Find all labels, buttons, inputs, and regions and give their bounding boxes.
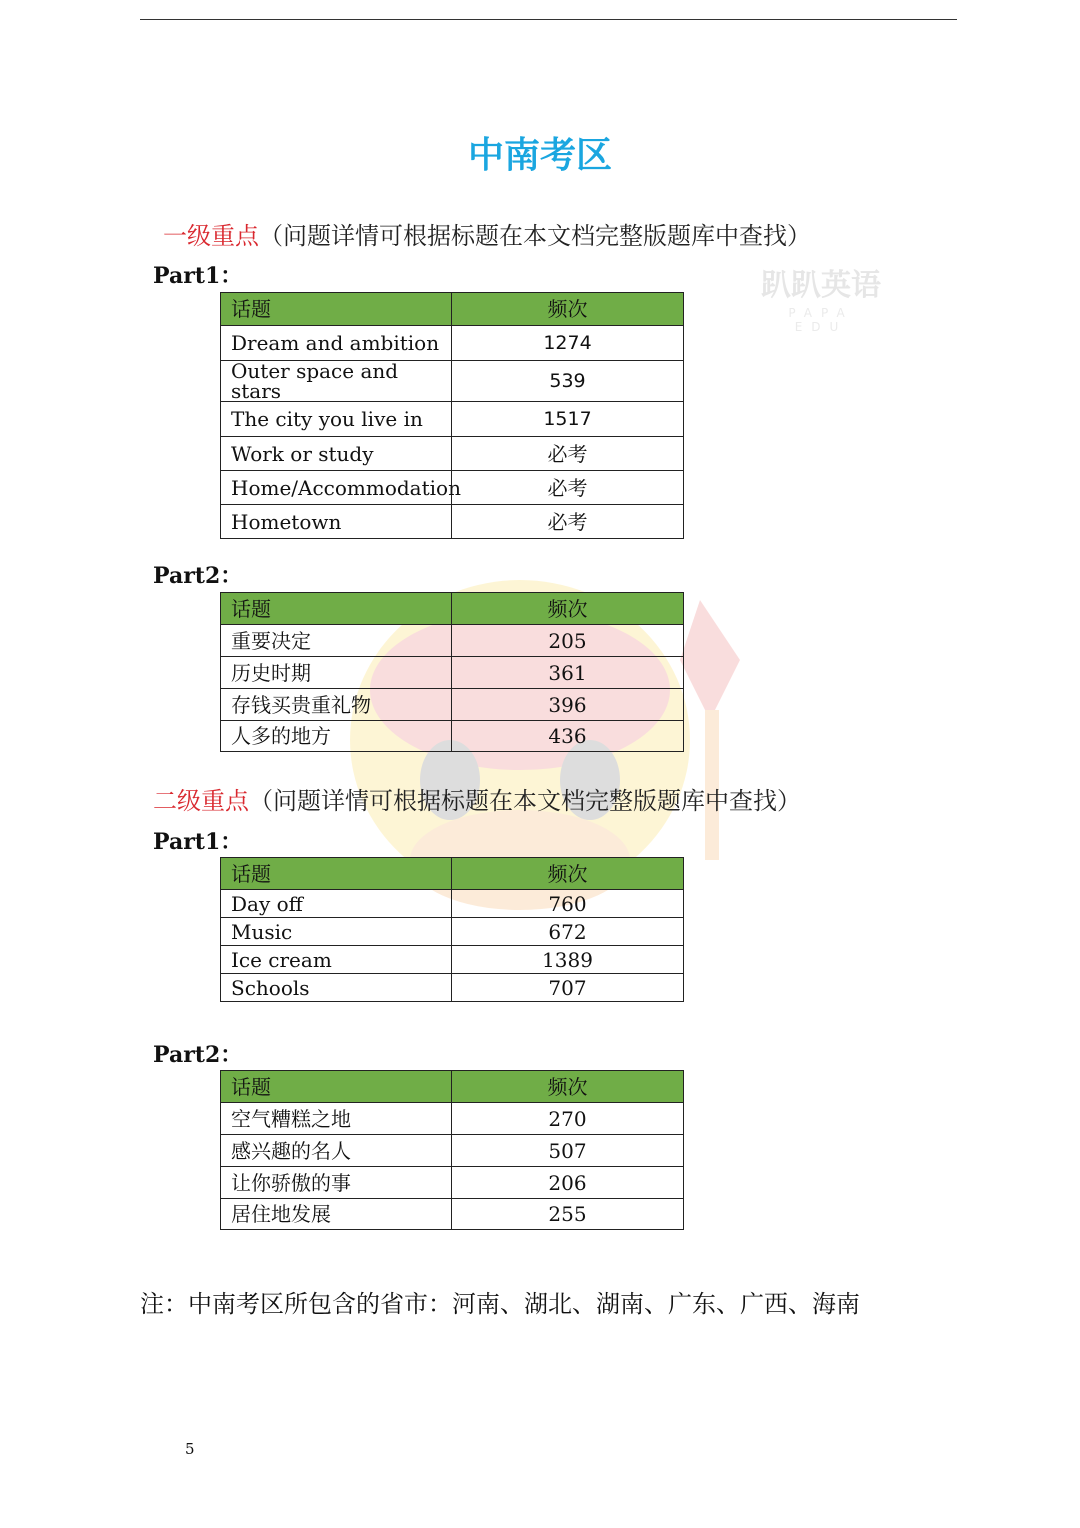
frequency-cell: 1389 — [452, 946, 684, 974]
topic-cell: Music — [221, 918, 452, 946]
frequency-cell: 1517 — [452, 402, 684, 437]
frequency-cell: 707 — [452, 974, 684, 1002]
topic-cell: 存钱买贵重礼物 — [221, 689, 452, 721]
topic-cell: 重要决定 — [221, 625, 452, 657]
table-row — [221, 974, 684, 1002]
table-header-row — [221, 293, 684, 326]
table-row — [221, 1135, 684, 1167]
level1-paren: （问题详情可根据标题在本文档完整版题库中查找） — [259, 222, 811, 250]
page-number: 5 — [185, 1440, 195, 1458]
topic-cell: Day off — [221, 890, 452, 918]
level2-part1-table — [220, 857, 684, 1002]
topic-cell: Ice cream — [221, 946, 452, 974]
table-row — [221, 326, 684, 361]
level1-key: 一级重点 — [163, 222, 259, 250]
level2-key: 二级重点 — [153, 787, 249, 815]
level2-heading — [153, 784, 801, 818]
frequency-cell: 672 — [452, 918, 684, 946]
frequency-cell: 必考 — [452, 437, 684, 471]
topic-cell: 让你骄傲的事 — [221, 1167, 452, 1199]
table-row — [221, 918, 684, 946]
level1-part2-label: Part2： — [153, 563, 243, 589]
topic-cell: Schools — [221, 974, 452, 1002]
frequency-cell: 361 — [452, 657, 684, 689]
table-row — [221, 721, 684, 752]
watermark-brand-sub: PAPA EDU — [788, 306, 854, 334]
page-title: 中南考区 — [467, 135, 612, 176]
header-frequency: 频次 — [452, 293, 684, 326]
table-row — [221, 1199, 684, 1230]
table-row — [221, 471, 684, 505]
frequency-cell: 206 — [452, 1167, 684, 1199]
topic-cell: Dream and ambition — [221, 326, 452, 361]
table-row — [221, 890, 684, 918]
table-row — [221, 1167, 684, 1199]
table-row — [221, 1103, 684, 1135]
table-row — [221, 437, 684, 471]
frequency-cell: 507 — [452, 1135, 684, 1167]
level2-part2-label: Part2： — [153, 1042, 243, 1068]
table-header-row — [221, 858, 684, 890]
frequency-cell: 必考 — [452, 471, 684, 505]
frequency-cell: 270 — [452, 1103, 684, 1135]
frequency-cell: 必考 — [452, 505, 684, 539]
level1-part1-label: Part1： — [153, 263, 243, 289]
level1-heading — [163, 219, 811, 253]
table-header-row — [221, 593, 684, 625]
topic-cell: Work or study — [221, 437, 452, 471]
table-row — [221, 689, 684, 721]
header-topic: 话题 — [221, 593, 452, 625]
header-topic: 话题 — [221, 1071, 452, 1103]
header-frequency: 频次 — [452, 593, 684, 625]
level2-part2-table — [220, 1070, 684, 1230]
header-frequency: 频次 — [452, 1071, 684, 1103]
topic-cell: 人多的地方 — [221, 721, 452, 752]
frequency-cell: 396 — [452, 689, 684, 721]
frequency-cell: 760 — [452, 890, 684, 918]
table-row — [221, 402, 684, 437]
table-row — [221, 505, 684, 539]
top-rule — [140, 19, 957, 20]
frequency-cell: 436 — [452, 721, 684, 752]
topic-cell: Home/Accommodation — [221, 471, 452, 505]
table-row — [221, 625, 684, 657]
topic-cell: 感兴趣的名人 — [221, 1135, 452, 1167]
frequency-cell: 255 — [452, 1199, 684, 1230]
watermark-brand: 趴趴英语 — [761, 268, 881, 303]
level2-paren: （问题详情可根据标题在本文档完整版题库中查找） — [249, 787, 801, 815]
table-row — [221, 946, 684, 974]
frequency-cell: 205 — [452, 625, 684, 657]
topic-cell: Hometown — [221, 505, 452, 539]
table-row — [221, 361, 684, 402]
header-frequency: 频次 — [452, 858, 684, 890]
level1-part2-table — [220, 592, 684, 752]
topic-cell: 居住地发展 — [221, 1199, 452, 1230]
frequency-cell: 1274 — [452, 326, 684, 361]
frequency-cell: 539 — [452, 361, 684, 402]
region-note: 注：中南考区所包含的省市：河南、湖北、湖南、广东、广西、海南 — [140, 1290, 860, 1318]
level1-part1-table — [220, 292, 684, 539]
topic-cell: 历史时期 — [221, 657, 452, 689]
header-topic: 话题 — [221, 858, 452, 890]
header-topic: 话题 — [221, 293, 452, 326]
table-row — [221, 657, 684, 689]
level2-part1-label: Part1： — [153, 829, 243, 855]
topic-cell: The city you live in — [221, 402, 452, 437]
topic-cell: 空气糟糕之地 — [221, 1103, 452, 1135]
table-header-row — [221, 1071, 684, 1103]
topic-cell: Outer space and stars — [221, 361, 452, 402]
